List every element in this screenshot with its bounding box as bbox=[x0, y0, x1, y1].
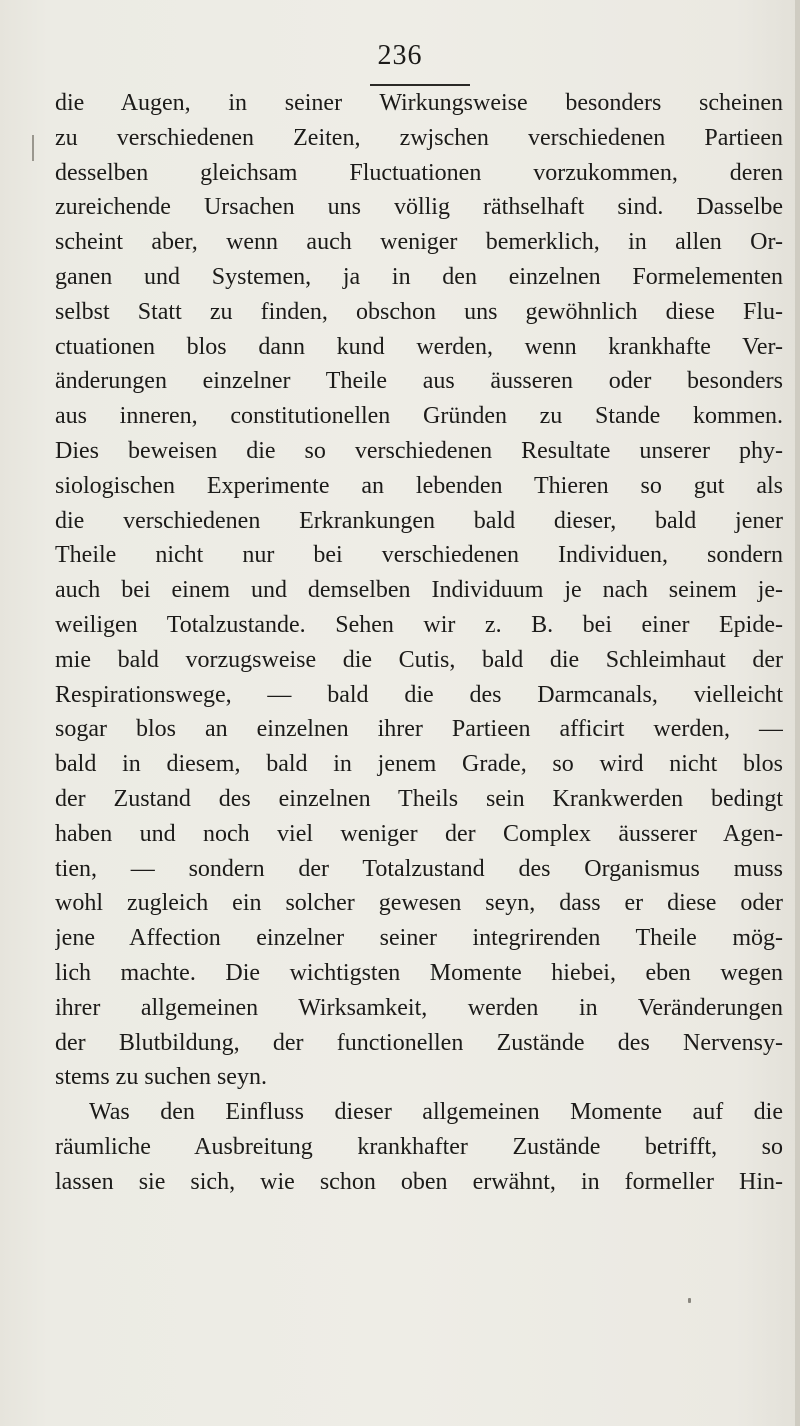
text-line: Dies beweisen die so verschiedenen Resultate unserer phy- bbox=[55, 437, 783, 464]
text-line: die Augen, in seiner Wirkungsweise besonders scheinen bbox=[55, 90, 783, 116]
text-line: die verschiedenen Erkrankungen bald dieser, bald jener bbox=[55, 507, 783, 534]
text-line: wohl zugleich ein solcher gewesen seyn, dass er diese oder bbox=[55, 890, 783, 917]
text-line: änderungen einzelner Theile aus äusseren oder besonders bbox=[55, 368, 783, 395]
page-edge-shadow bbox=[795, 0, 800, 1426]
text-line: bald in diesem, bald in jenem Grade, so wird nicht blos bbox=[55, 751, 783, 778]
body-text bbox=[55, 86, 783, 1200]
text-line: Respirationswege, — bald die des Darmcanals, vielleicht bbox=[55, 681, 783, 708]
text-line: haben und noch viel weniger der Complex äusserer Agen- bbox=[55, 820, 783, 847]
text-line-paragraph-start: Was den Einfluss dieser allgemeinen Momente auf die bbox=[89, 1099, 783, 1126]
text-line: zu verschiedenen Zeiten, zwjschen verschiedenen Partieen bbox=[55, 124, 783, 151]
text-line: scheint aber, wenn auch weniger bemerklich, in allen Or- bbox=[55, 229, 783, 256]
text-line: räumliche Ausbreitung krankhafter Zustände betrifft, so bbox=[55, 1133, 783, 1160]
page-number: 236 bbox=[377, 40, 423, 71]
text-line: jene Affection einzelner seiner integrirenden Theile mög- bbox=[55, 925, 783, 952]
text-line: Theile nicht nur bei verschiedenen Individuen, sondern bbox=[55, 542, 783, 569]
text-line: ihrer allgemeinen Wirksamkeit, werden in Veränderungen bbox=[55, 994, 783, 1021]
text-line: mie bald vorzugsweise die Cutis, bald die Schleimhaut der bbox=[55, 646, 783, 673]
text-line: sogar blos an einzelnen ihrer Partieen afficirt werden, — bbox=[55, 716, 783, 743]
text-line: ctuationen blos dann kund werden, wenn krankhafte Ver- bbox=[55, 333, 783, 360]
text-line: der Blutbildung, der functionellen Zustände des Nervensy- bbox=[55, 1029, 783, 1056]
text-line: desselben gleichsam Fluctuationen vorzukommen, deren bbox=[55, 159, 783, 186]
margin-mark bbox=[32, 135, 34, 161]
ink-speck bbox=[688, 1298, 691, 1303]
text-line: zureichende Ursachen uns völlig räthselhaft sind. Dasselbe bbox=[55, 194, 783, 221]
text-line: aus inneren, constitutionellen Gründen zu Stande kommen. bbox=[55, 403, 783, 430]
text-line: weiligen Totalzustande. Sehen wir z. B. bei einer Epide- bbox=[55, 611, 783, 638]
text-line: der Zustand des einzelnen Theils sein Krankwerden bedingt bbox=[55, 785, 783, 812]
text-line-paragraph-end: stems zu suchen seyn. bbox=[55, 1064, 267, 1091]
text-line: auch bei einem und demselben Individuum je nach seinem je- bbox=[55, 577, 783, 604]
text-line: lassen sie sich, wie schon oben erwähnt, in formeller Hin- bbox=[55, 1168, 783, 1195]
text-line: ganen und Systemen, ja in den einzelnen Formelementen bbox=[55, 263, 783, 290]
text-line: lich machte. Die wichtigsten Momente hiebei, eben wegen bbox=[55, 959, 783, 986]
text-line: tien, — sondern der Totalzustand des Organismus muss bbox=[55, 855, 783, 882]
text-line: siologischen Experimente an lebenden Thieren so gut als bbox=[55, 472, 783, 499]
text-line: selbst Statt zu finden, obschon uns gewöhnlich diese Flu- bbox=[55, 298, 783, 325]
